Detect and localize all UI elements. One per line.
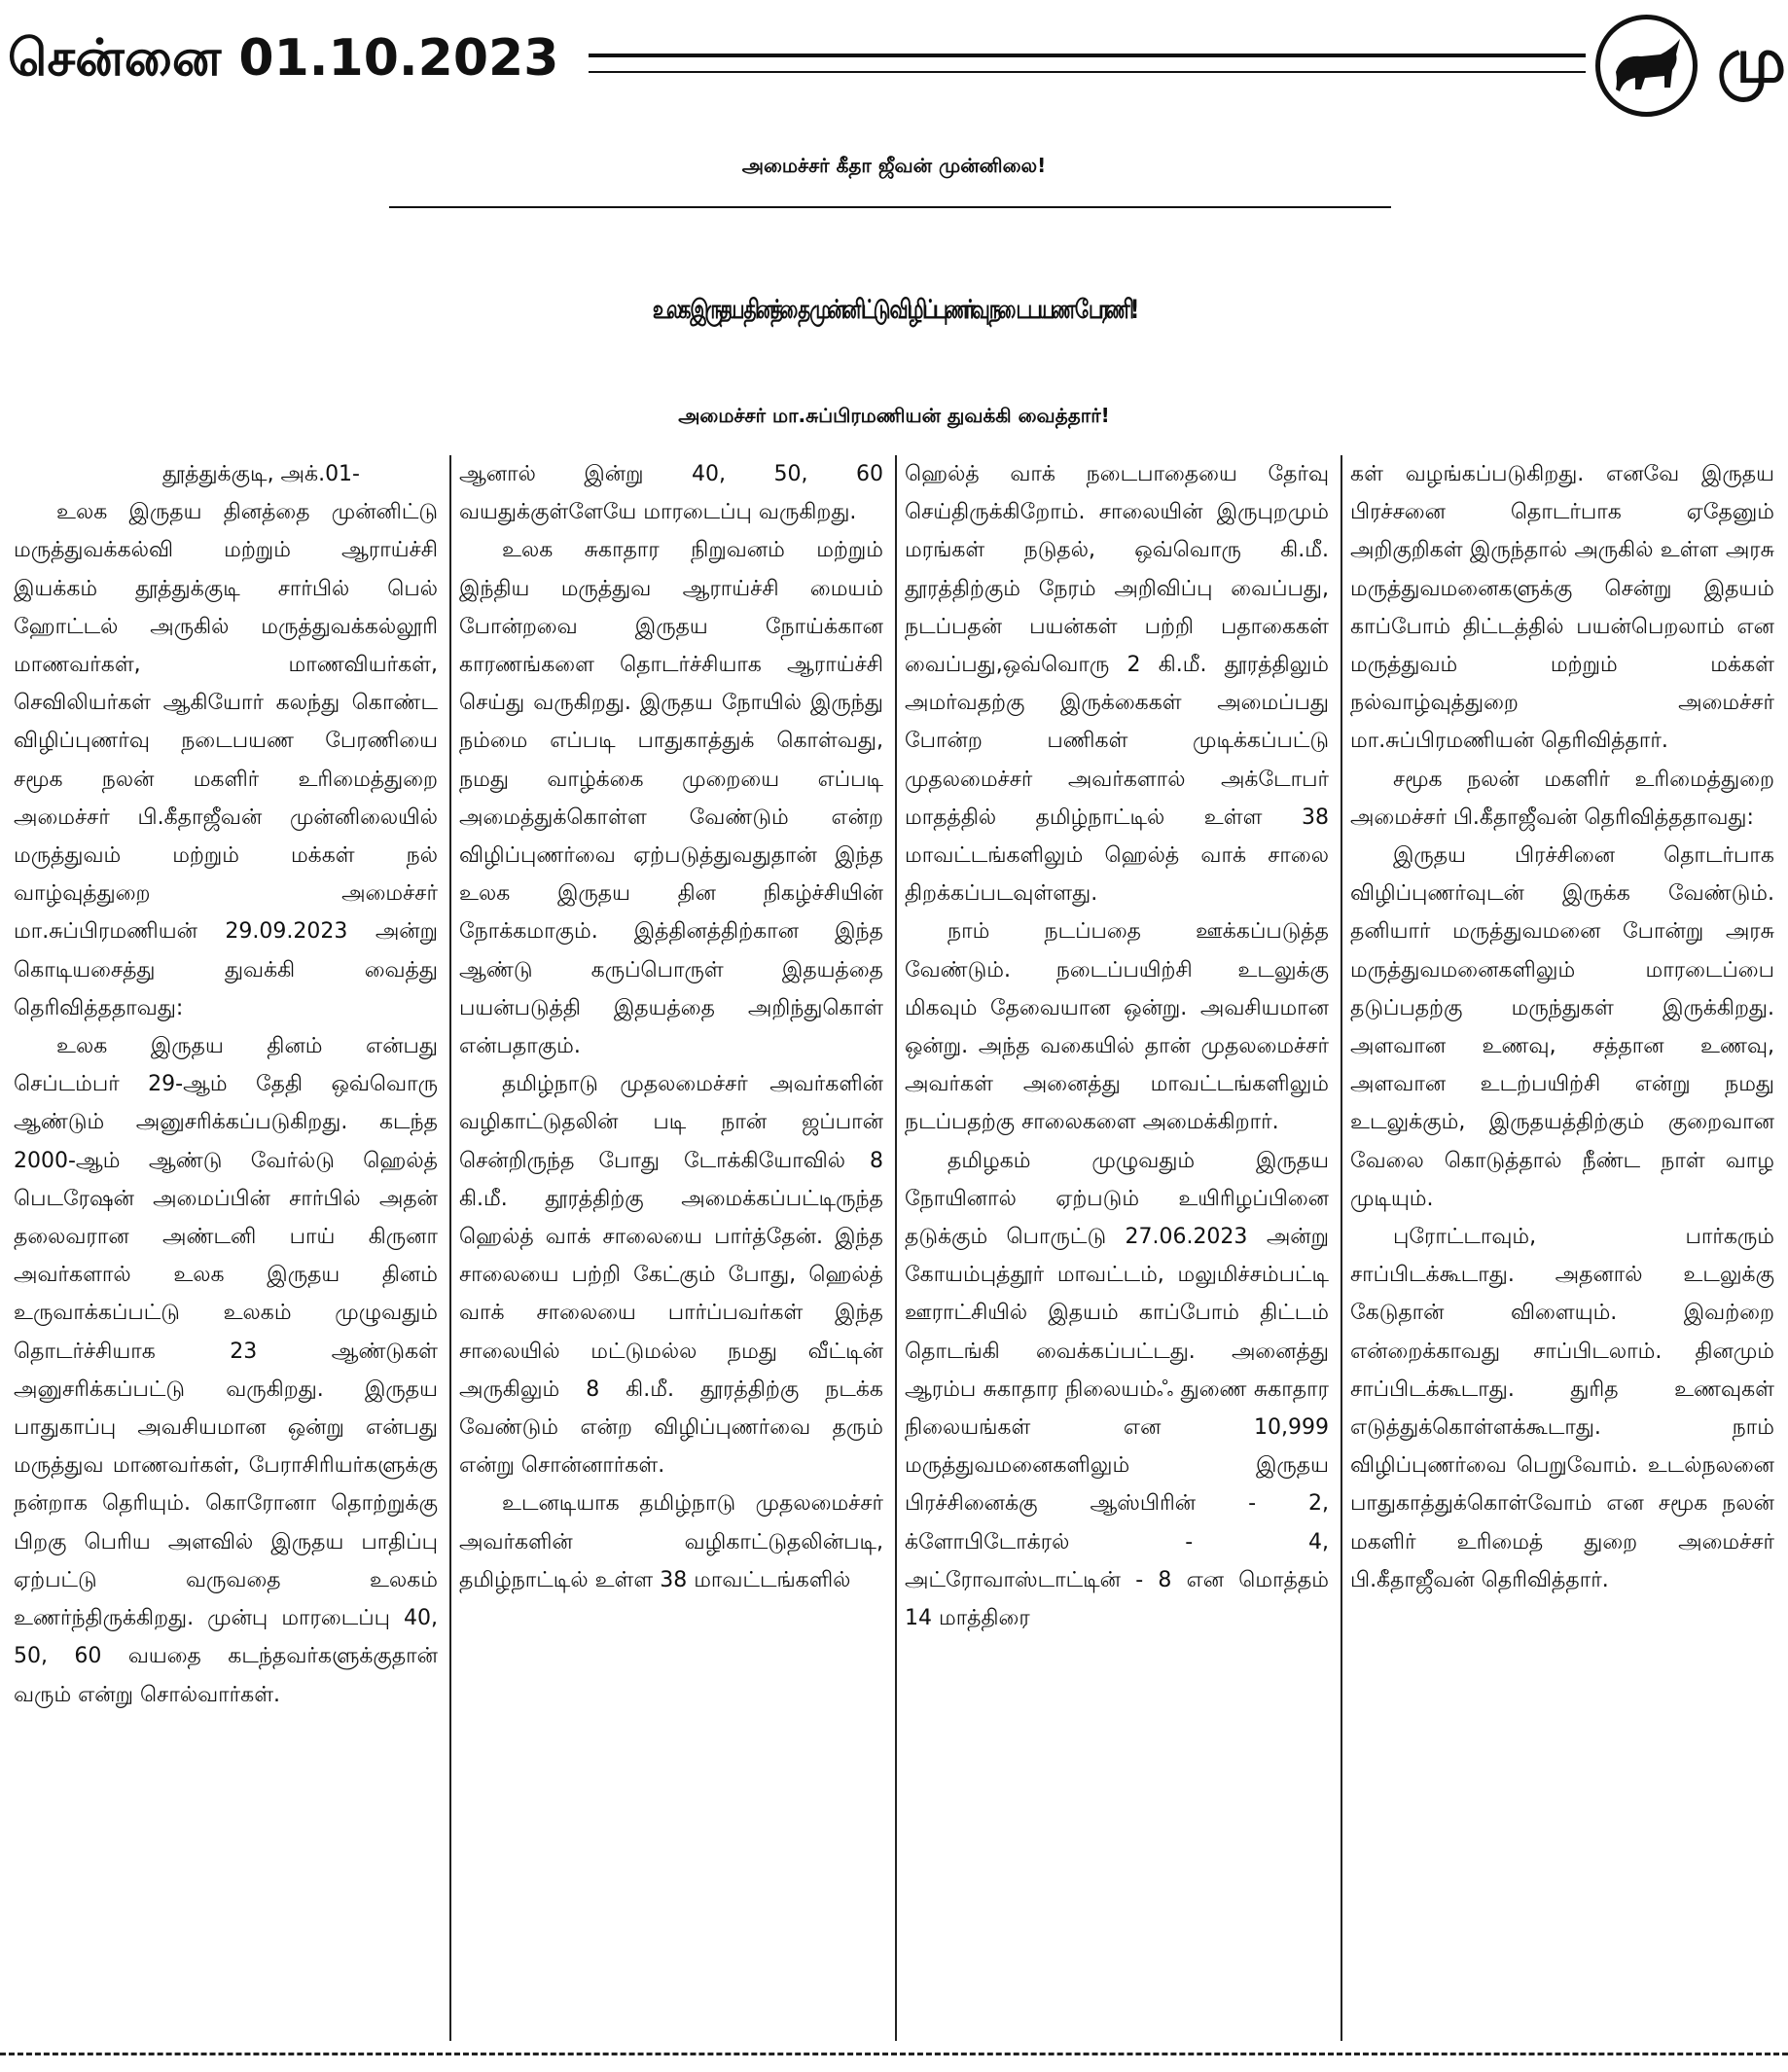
paragraph: கள் வழங்கப்படுகிறது. எனவே இருதய பிரச்சனை தொடர்பாக ஏதேனும் அறிகுறிகள் இருந்தால் அருகில் உள்ள அரசு மருத்துவமனைகளுக்கு சென்று இதயம் காப்போம் திட்டத்தில் பயன்பெறலாம் என மருத்துவம் மற்றும் மக்கள் நல்வாழ்வுத்துறை அமைச்சர் மா.சுப்பிரமணியன் தெரிவித்தார். <box>1350 462 1774 754</box>
paragraph: புரோட்டாவும், பார்கரும் சாப்பிடக்கூடாது. அதனால் உடலுக்கு கேடுதான் விளையும். இவற்றை என்றைக்காவது சாப்பிடலாம். தினமும் சாப்பிடக்கூடாது. துரித உணவுகள் எடுத்துக்கொள்ளக்கூடாது. நாம் விழிப்புணர்வை பெறுவோம். உடல்நலனை பாதுகாத்துக்கொள்வோம் என சமூக நலன் மகளிர் உரிமைத் துறை அமைச்சர் பி.கீதாஜீவன் தெரிவித்தார். <box>1350 1225 1774 1592</box>
article-subhead: அமைச்சர் மா.சுப்பிரமணியன் துவக்கி வைத்தார்! <box>678 404 1110 427</box>
article-kicker: அமைச்சர் கீதா ஜீவன் முன்னிலை! <box>741 154 1047 177</box>
paragraph: இருதய பிரச்சினை தொடர்பாக விழிப்புணர்வுடன் இருக்க வேண்டும். தனியார் மருத்துவமனை போன்று அரசு மருத்துவமனைகளிலும் மாரடைப்பை தடுப்பதற்கு மருந்துகள் இருக்கிறது. அளவான உணவு, சத்தான உணவு, அளவான உடற்பயிற்சி என்று நமது உடலுக்கும், இருதயத்திற்கும் குறைவான வேலை கொடுத்தால் நீண்ட நாள் வாழ முடியும். <box>1350 843 1774 1211</box>
column-divider <box>1341 455 1342 2041</box>
paragraph: தமிழகம் முழுவதும் இருதய நோயினால் ஏற்படும் உயிரிழப்பினை தடுக்கும் பொருட்டு 27.06.2023 அன்று கோயம்புத்தூர் மாவட்டம், மலுமிச்சம்பட்டி ஊராட்சியில் இதயம் காப்போம் திட்டம் தொடங்கி வைக்கப்பட்டது. அனைத்து ஆரம்ப சுகாதார நிலையம்ஃ துணை சுகாதார நிலையங்கள் என 10,999 மருத்துவமனைகளிலும் இருதய பிரச்சினைக்கு ஆஸ்பிரின் - 2, க்ளோபிடோக்ரல் - 4, அட்ரோவாஸ்டாட்டின் - 8 என மொத்தம் 14 மாத்திரை <box>905 1148 1329 1631</box>
column-3 <box>905 455 1329 2043</box>
column-divider <box>449 455 451 2041</box>
column-divider <box>895 455 897 2041</box>
article-dateline: தூத்துக்குடி, அக்.01- <box>161 462 360 486</box>
masthead-rule <box>589 54 1586 73</box>
paragraph: ஹெல்த் வாக் நடைபாதையை தேர்வு செய்திருக்கிறோம். சாலையின் இருபுறமும் மரங்கள் நடுதல், ஒவ்வொரு கி.மீ. தூரத்திற்கும் நேரம் அறிவிப்பு வைப்பது, நடப்பதன் பயன்கள் பற்றி பதாகைகள் வைப்பது,ஒவ்வொரு 2 கி.மீ. தூரத்திலும் அமர்வதற்கு இருக்கைகள் அமைப்பது போன்ற பணிகள் முடிக்கப்பட்டு முதலமைச்சர் அவர்களால் அக்டோபர் மாதத்தில் தமிழ்நாட்டில் உள்ள 38 மாவட்டங்களிலும் ஹெல்த் வாக் சாலை திறக்கப்படவுள்ளது. <box>905 462 1329 907</box>
kicker-underline <box>389 206 1391 208</box>
bottom-dashed-rule <box>0 2053 1788 2055</box>
masthead <box>0 0 1788 117</box>
paragraph: நாம் நடப்பதை ஊக்கப்படுத்த வேண்டும். நடைப்பயிற்சி உடலுக்கு மிகவும் தேவையான ஒன்று. அவசியமான ஒன்று. அந்த வகையில் தான் முதலமைச்சர் அவர்கள் அனைத்து மாவட்டங்களிலும் நடப்பதற்கு சாலைகளை அமைக்கிறார். <box>905 919 1329 1135</box>
paragraph: உலக இருதய தினம் என்பது செப்டம்பர் 29-ஆம் தேதி ஒவ்வொரு ஆண்டும் அனுசரிக்கப்படுகிறது. கடந்த 2000-ஆம் ஆண்டு வேர்ல்டு ஹெல்த் பெடரேஷன் அமைப்பின் சார்பில் அதன் தலைவரான அண்டனி பாய் கிருனா அவர்களால் உலக இருதய தினம் உருவாக்கப்பட்டு உலகம் முழுவதும் தொடர்ச்சியாக 23 ஆண்டுகள் அனுசரிக்கப்பட்டு வருகிறது. இருதய பாதுகாப்பு அவசியமான ஒன்று என்பது மருத்துவ மாணவர்கள், பேராசிரியர்களுக்கு நன்றாக தெரியும். கொரோனா தொற்றுக்கு பிறகு பெரிய அளவில் இருதய பாதிப்பு ஏற்பட்டு வருவதை உலகம் உணர்ந்திருக்கிறது. முன்பு மாரடைப்பு 40, 50, 60 வயதை கடந்தவர்களுக்குதான் வரும் என்று சொல்வார்கள். <box>14 1034 438 1707</box>
column-4 <box>1350 455 1774 2043</box>
paper-name: மு <box>1717 25 1787 97</box>
paragraph: சமூக நலன் மகளிர் உரிமைத்துறை அமைச்சர் பி.கீதாஜீவன் தெரிவித்ததாவது: <box>1350 767 1774 830</box>
paragraph: உடனடியாக தமிழ்நாடு முதலமைச்சர் அவர்களின் வழிகாட்டுதலின்படி, தமிழ்நாட்டில் உள்ள 38 மாவட்டங்களில் <box>459 1491 883 1592</box>
article-body <box>14 455 1780 2043</box>
column-1 <box>14 455 438 2043</box>
bull-logo-icon <box>1595 15 1698 117</box>
paragraph: உலக சுகாதார நிறுவனம் மற்றும் இந்திய மருத்துவ ஆராய்ச்சி மையம் போன்றவை இருதய நோய்க்கான காரணங்களை தொடர்ச்சியாக ஆராய்ச்சி செய்து வருகிறது. இருதய நோயில் இருந்து நம்மை எப்படி பாதுகாத்துக் கொள்வது, நமது வாழ்க்கை முறையை எப்படி அமைத்துக்கொள்ள வேண்டும் என்ற விழிப்புணர்வை ஏற்படுத்துவதுதான் இந்த உலக இருதய தின நிகழ்ச்சியின் நோக்கமாகும். இத்தினத்திற்கான இந்த ஆண்டு கருப்பொருள் இதயத்தை பயன்படுத்தி இதயத்தை அறிந்துகொள் என்பதாகும். <box>459 538 883 1059</box>
paragraph: ஆனால் இன்று 40, 50, 60 வயதுக்குள்ளேயே மாரடைப்பு வருகிறது. <box>459 462 883 525</box>
column-2 <box>459 455 883 2043</box>
paragraph: உலக இருதய தினத்தை முன்னிட்டு மருத்துவக்கல்வி மற்றும் ஆராய்ச்சி இயக்கம் தூத்துக்குடி சார்பில் பெல் ஹோட்டல் அருகில் மருத்துவக்கல்லூரி மாணவர்கள், மாணவியர்கள், செவிலியர்கள் ஆகியோர் கலந்து கொண்ட விழிப்புணர்வு நடைபயண பேரணியை சமூக நலன் மகளிர் உரிமைத்துறை அமைச்சர் பி.கீதாஜீவன் முன்னிலையில் மருத்துவம் மற்றும் மக்கள் நல் வாழ்வுத்துறை அமைச்சர் மா.சுப்பிரமணியன் 29.09.2023 அன்று கொடியசைத்து துவக்கி வைத்து தெரிவித்ததாவது: <box>14 500 438 1020</box>
dateline: சென்னை 01.10.2023 <box>8 29 559 88</box>
paragraph: தமிழ்நாடு முதலமைச்சர் அவர்களின் வழிகாட்டுதலின் படி நான் ஜப்பான் சென்றிருந்த போது டோக்கியோவில் 8 கி.மீ. தூரத்திற்கு அமைக்கப்பட்டிருந்த ஹெல்த் வாக் சாலையை பார்த்தேன். இந்த சாலையை பற்றி கேட்கும் போது, ஹெல்த் வாக் சாலையை பார்ப்பவர்கள் இந்த சாலையில் மட்டுமல்ல நமது வீட்டின் அருகிலும் 8 கி.மீ. தூரத்திற்கு நடக்க வேண்டும் என்ற விழிப்புணர்வை தரும் என்று சொன்னார்கள். <box>459 1072 883 1479</box>
article-headline: உலக இருதய தினத்தை முன்னிட்டு விழிப்புணர்வு நடைபயண பேரணி! <box>652 293 1136 325</box>
